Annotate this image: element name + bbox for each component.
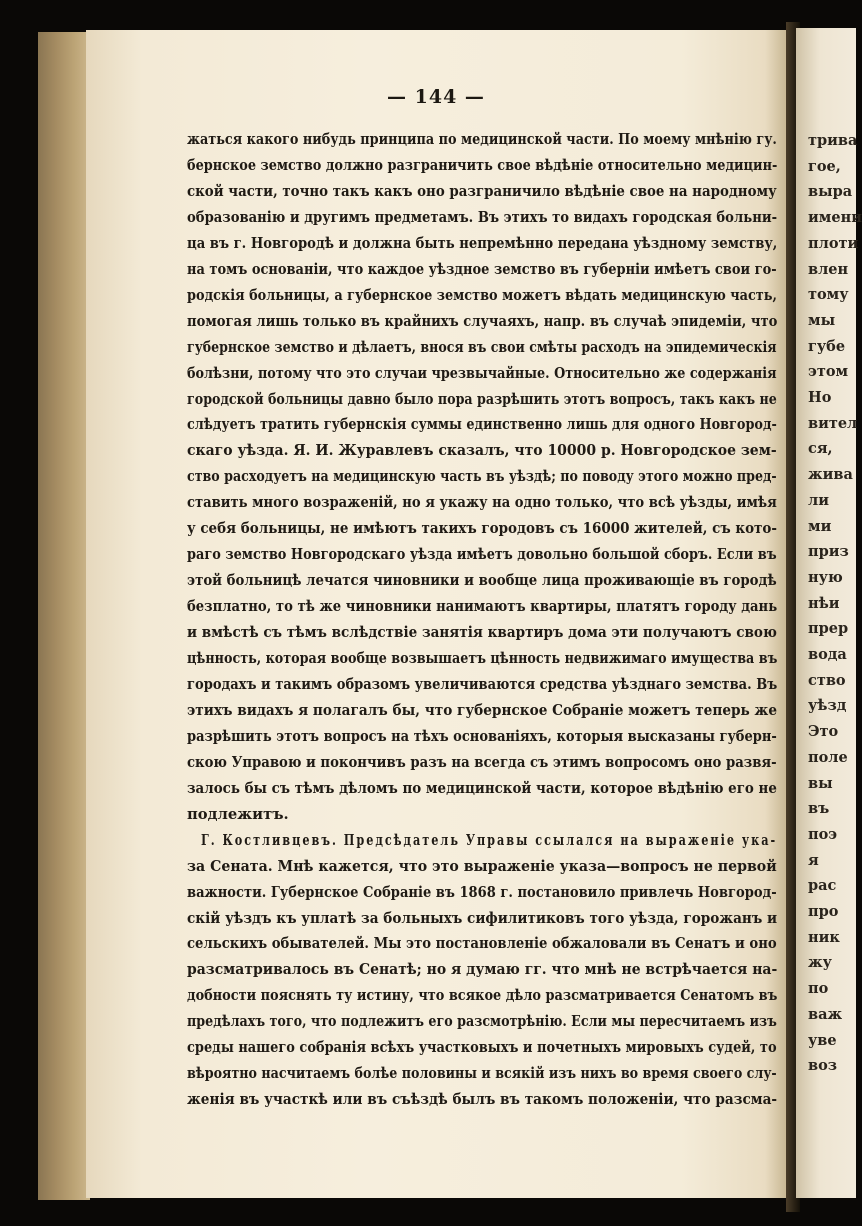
text-line: бернское земство должно разграничить свое вѣдѣніе относительно медицин-	[187, 156, 778, 174]
right-page-fragment: прер	[808, 620, 849, 638]
text-line: скаго уѣзда. Я. И. Журавлевъ сказалъ, что 10000 р. Новгородское зем-	[187, 442, 777, 460]
right-page-fragment: ную	[808, 568, 843, 586]
text-line: этой больницѣ лечатся чиновники и вообще лица проживающіе въ городѣ	[187, 572, 777, 590]
right-page-fragment: уѣзд	[808, 697, 847, 715]
text-line: залось бы съ тѣмъ дѣломъ по медицинской части, которое вѣдѣнію его не	[187, 779, 777, 797]
right-page-fragment: гое,	[808, 157, 841, 175]
text-line: предѣлахъ того, что подлежитъ его разсмотрѣнію. Если мы пересчитаемъ изъ	[187, 1013, 777, 1031]
page-number: — 144 —	[387, 86, 485, 108]
right-page-fragment: ство	[808, 671, 846, 689]
right-page-fragment: въ	[808, 800, 830, 818]
text-line: скою Управою и покончивъ разъ на всегда съ этимъ вопросомъ оно развя-	[187, 753, 777, 771]
page-edge-stack	[38, 32, 90, 1200]
text-line: безплатно, то тѣ же чиновники нанимаютъ квартиры, платятъ городу дань	[187, 598, 778, 616]
right-page-fragment: поле	[808, 748, 848, 766]
right-page-fragment: трива	[808, 132, 858, 149]
right-page-fragment: по	[808, 980, 829, 998]
text-line: у себя больницы, не имѣютъ такихъ городовъ съ 16000 жителей, съ кото-	[187, 520, 777, 538]
right-page-fragment: ник	[808, 928, 840, 946]
text-line: ство расходуетъ на медицинскую часть въ уѣздѣ; по поводу этого можно пред-	[187, 468, 777, 486]
right-page-fragment: имени	[808, 209, 862, 227]
text-line: сельскихъ обывателей. Мы это постановленіе обжаловали въ Сенатъ и оно	[187, 935, 777, 953]
right-page-fragment: уве	[808, 1031, 837, 1049]
text-line: важности. Губернское Собраніе въ 1868 г. постановило привлечь Новгород-	[187, 883, 777, 901]
text-line: болѣзни, потому что это случаи чрезвычайные. Относительно же содержанія	[187, 364, 777, 382]
text-line: ставить много возраженій, но я укажу на одно только, что всѣ уѣзды, имѣя	[187, 494, 777, 512]
right-page-fragment: губе	[808, 337, 846, 355]
right-page-fragment: про	[808, 903, 839, 920]
right-page-fragment: жу	[808, 954, 832, 972]
right-page-fragment: приз	[808, 543, 849, 561]
text-line: губернское земство и дѣлаетъ, внося въ свои смѣты расходъ на эпидемическія	[187, 338, 777, 356]
right-page-fragment: я	[808, 851, 819, 869]
text-line: ца въ г. Новгородѣ и должна быть непремѣнно передана уѣздному земству,	[187, 234, 778, 252]
right-page-fragment: нѣи	[808, 594, 840, 612]
right-page-fragment: Это	[808, 723, 839, 741]
text-line: городской больницы давно было пора разрѣшить этотъ вопросъ, такъ какъ не	[187, 390, 777, 408]
text-line: среды нашего собранія всѣхъ участковыхъ и почетныхъ мировыхъ судей, то	[187, 1039, 777, 1057]
text-line: за Сената. Мнѣ кажется, что это выраженіе указа—вопросъ не первой	[187, 857, 777, 875]
text-line: добности пояснять ту истину, что всякое дѣло разсматривается Сенатомъ въ	[187, 987, 778, 1005]
right-page-fragment: ся,	[808, 440, 833, 458]
text-line: родскія больницы, а губернское земство можетъ вѣдать медицинскую часть,	[187, 286, 777, 304]
text-line: ской части, точно такъ какъ оно разграничило вѣдѣніе свое на народному	[187, 182, 777, 200]
right-page-fragment: плоти	[808, 234, 859, 252]
right-page-fragment: воз	[808, 1057, 837, 1075]
text-line: раго земство Новгородскаго уѣзда имѣетъ довольно большой сборъ. Если въ	[187, 546, 777, 564]
right-page-fragment: важ	[808, 1005, 843, 1023]
text-line: образованію и другимъ предметамъ. Въ этихъ то видахъ городская больни-	[187, 208, 778, 226]
text-line: городахъ и такимъ образомъ увеличиваются средства уѣзднаго земства. Въ	[187, 675, 778, 693]
text-line: вѣроятно насчитаемъ болѣе половины и всякій изъ нихъ во время своего слу-	[187, 1065, 777, 1083]
text-line: этихъ видахъ я полагалъ бы, что губернское Собраніе можетъ теперь же	[187, 701, 778, 719]
right-page-fragment: выра	[808, 183, 853, 201]
text-line: на томъ основаніи, что каждое уѣздное земство въ губерніи имѣетъ свои го-	[187, 260, 777, 278]
text-line: цѣнность, которая вообще возвышаетъ цѣнность недвижимаго имущества въ	[187, 650, 778, 667]
right-page-fragment: поэ	[808, 825, 838, 843]
right-page-fragment: Но	[808, 389, 832, 406]
right-page-fragment: влен	[808, 260, 849, 278]
right-page-fragment: жива	[808, 466, 853, 484]
text-line: разрѣшить этотъ вопросъ на тѣхъ основаніяхъ, которыя высказаны губерн-	[187, 727, 777, 745]
right-page-fragment: ми	[808, 517, 832, 535]
right-page-fragment: вода	[808, 646, 847, 663]
text-line: женія въ участкѣ или въ съѣздѣ былъ въ такомъ положеніи, что разсма-	[187, 1091, 778, 1109]
right-page-fragment: вител	[808, 414, 858, 432]
text-line: скій уѣздъ къ уплатѣ за больныхъ сифилитиковъ того уѣзда, горожанъ и	[187, 909, 778, 927]
right-page-fragment: этом	[808, 363, 849, 381]
text-line: помогая лишь только въ крайнихъ случаяхъ, напр. въ случаѣ эпидеміи, что	[187, 312, 778, 330]
right-page-fragment: мы	[808, 311, 836, 329]
right-page-fragment: тому	[808, 286, 849, 304]
text-line: подлежитъ.	[187, 805, 289, 823]
right-page-fragment: вы	[808, 774, 833, 792]
text-line: Г. Костливцевъ. Предсѣдатель Управы ссылался на выраженіе ука-	[201, 831, 778, 849]
text-line: разсматривалось въ Сенатѣ; но я думаю гг. что мнѣ не встрѣчается на-	[187, 961, 778, 979]
right-page-fragment: ли	[808, 491, 829, 509]
text-line: жаться какого нибудь принципа по медицинской части. По моему мнѣнію гу.	[187, 131, 777, 148]
text-line: и вмѣстѣ съ тѣмъ вслѣдствіе занятія квартиръ дома эти получаютъ свою	[187, 624, 777, 642]
right-page	[796, 28, 862, 1198]
text-line: слѣдуетъ тратить губернскія суммы единственно лишь для одного Новгород-	[187, 416, 777, 434]
right-page-fragment: рас	[808, 877, 837, 895]
